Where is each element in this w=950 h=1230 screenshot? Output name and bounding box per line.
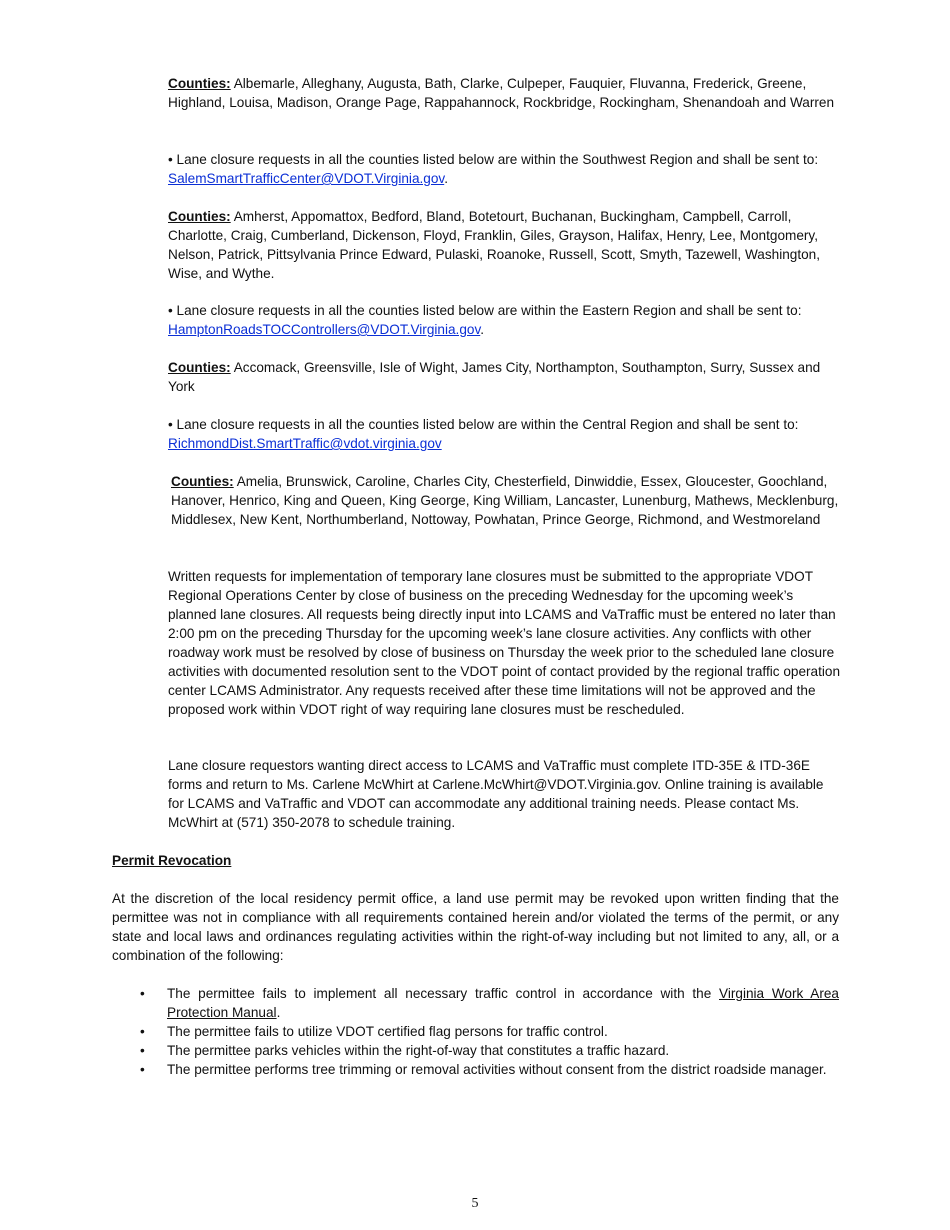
list-item (112, 984, 839, 1022)
counties-label: Counties: (171, 474, 234, 489)
permit-revocation-heading: Permit Revocation (112, 853, 232, 868)
list-item (112, 1022, 839, 1041)
central-request-paragraph (168, 415, 840, 453)
bullet-text: The permittee performs tree trimming or removal activities without consent from the district roadside manager. (167, 1062, 827, 1077)
request-suffix: . (480, 322, 485, 337)
request-text: • Lane closure requests in all the counties listed below are within the Southwest Region and shall be sent to: (168, 152, 819, 167)
counties-list: Amherst, Appomattox, Bedford, Bland, Botetourt, Buchanan, Buckingham, Campbell, Carroll, Charlotte, Craig, Cumberland, Dickenson, Floyd, Franklin, Giles, Grayson, Halifax, Henry, Lee, Montgomery, Nelson, Patrick, Pittsylvania Prince Edward, Pulaski, Roanoke, Russell, Scott, Smyth, Tazewell, Washington, Wise, and Wythe. (168, 209, 821, 281)
list-item (112, 1041, 839, 1060)
central-email-link[interactable]: RichmondDist.SmartTraffic@vdot.virginia.gov (168, 436, 442, 451)
southwest-email-link[interactable]: SalemSmartTrafficCenter@VDOT.Virginia.gov (168, 171, 445, 186)
counties-list: Amelia, Brunswick, Caroline, Charles City, Chesterfield, Dinwiddie, Essex, Gloucester, Goochland, Hanover, Henrico, King and Queen, King George, King William, Lancaster, Lunenburg, Mathews, Mecklenburg, Middlesex, New Kent, Northumberland, Nottoway, Powhatan, Prince George, Richmond, and Westmoreland (171, 474, 839, 527)
request-text: • Lane closure requests in all the counties listed below are within the Central Region and shall be sent to: (168, 417, 799, 432)
northwest-counties-paragraph (168, 74, 840, 112)
request-suffix: . (444, 171, 448, 186)
eastern-email-link[interactable]: HamptonRoadsTOCControllers@VDOT.Virginia.gov (168, 322, 481, 337)
bullet-icon: • (140, 986, 145, 1001)
counties-label: Counties: (168, 360, 231, 375)
list-item (112, 1060, 839, 1079)
page-number: 5 (471, 1196, 479, 1211)
bullet-text: The permittee fails to implement all necessary traffic control in accordance with the (167, 986, 720, 1001)
bullet-text: The permittee fails to utilize VDOT certified flag persons for traffic control. (167, 1024, 608, 1039)
bullet-icon: • (140, 1043, 145, 1058)
bullet-icon: • (140, 1024, 145, 1039)
counties-label: Counties: (168, 76, 231, 91)
southwest-counties-paragraph (168, 207, 840, 283)
southwest-request-paragraph (168, 150, 840, 188)
counties-list: Accomack, Greensville, Isle of Wight, James City, Northampton, Southampton, Surry, Sussex and York (168, 360, 821, 394)
central-counties-paragraph (171, 472, 843, 529)
bullet-text: The permittee parks vehicles within the right-of-way that constitutes a traffic hazard. (167, 1043, 670, 1058)
eastern-request-paragraph (168, 301, 840, 339)
manual-reference-link[interactable]: Virginia Work Area Protection Manual (167, 986, 839, 1020)
direct-access-paragraph: Lane closure requestors wanting direct access to LCAMS and VaTraffic must complete ITD-35E & ITD-36E forms and return to Ms. Carlene McWhirt at Carlene.McWhirt@VDOT.Virginia.gov. Online training is available for LCAMS and VaTraffic and VDOT can accommodate any additional training needs. Please contact Ms. McWhirt at (571) 350-2078 to schedule training. (168, 758, 824, 830)
bullet-icon: • (140, 1062, 145, 1077)
counties-label: Counties: (168, 209, 231, 224)
written-requests-paragraph: Written requests for implementation of temporary lane closures must be submitted to the appropriate VDOT Regional Operations Center by close of business on the preceding Wednesday for the upcoming week’s planned lane closures. All requests being directly input into LCAMS and VaTraffic must be entered no later than 2:00 pm on the preceding Thursday for the upcoming week’s lane closure activities. Any conflicts with other roadway work must be resolved by close of business on Thursday the week prior to the scheduled lane closure activities with documented resolution sent to the VDOT point of contact provided by the regional traffic operation center LCAMS Administrator. Any requests received after these time limitations will not be approved and the proposed work within VDOT right of way requiring lane closures must be rescheduled. (168, 569, 841, 717)
bullet-suffix: . (276, 1005, 281, 1020)
counties-list: Albemarle, Alleghany, Augusta, Bath, Clarke, Culpeper, Fauquier, Fluvanna, Frederick, Greene, Highland, Louisa, Madison, Orange Page, Rappahannock, Rockbridge, Rockingham, Shenandoah and Warren (168, 76, 835, 110)
eastern-counties-paragraph (168, 358, 840, 396)
revocation-bullet-list (112, 984, 839, 1079)
permit-revocation-intro: At the discretion of the local residency permit office, a land use permit may be revoked upon written finding that the permittee was not in compliance with all requirements contained herein and/or violated the terms of the permit, or any state and local laws and ordinances regulating activities within the right-of-way including but not limited to any, all, or a combination of the following: (112, 891, 839, 963)
request-text: • Lane closure requests in all the counties listed below are within the Eastern Region and shall be sent to: (168, 303, 802, 318)
